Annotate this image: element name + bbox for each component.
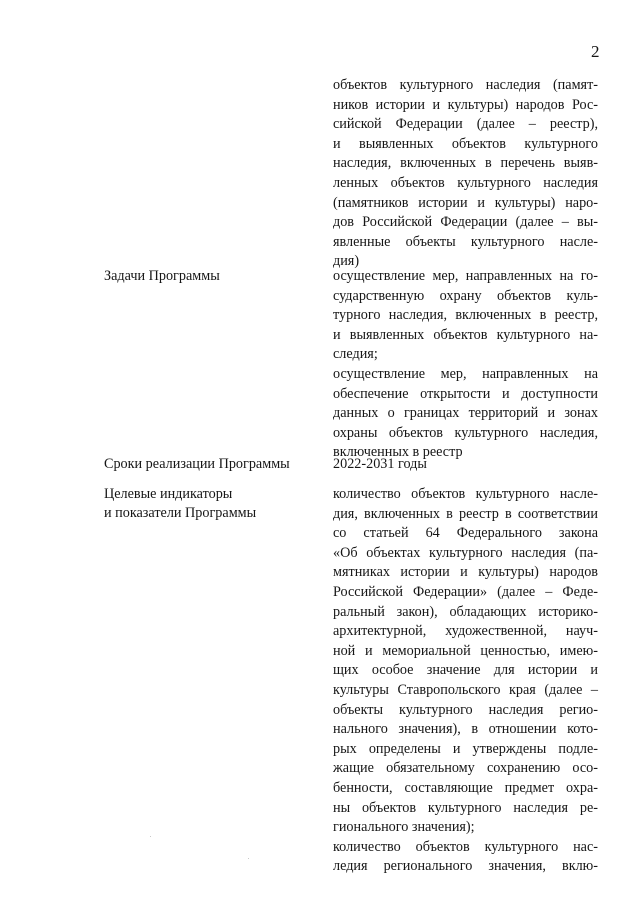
section-0-line: явленные объекты культурного насле- bbox=[333, 233, 598, 250]
section-0-line: объектов культурного наследия (памят- bbox=[333, 77, 598, 93]
section-0-content bbox=[333, 76, 598, 272]
section-1-line: сударственную охрану объектов куль- bbox=[333, 287, 598, 304]
section-1-line: осуществление мер, направленных на bbox=[333, 365, 598, 382]
section-1-line: осуществление мер, направленных на го- bbox=[333, 268, 598, 284]
label-line: Целевые индикаторы bbox=[104, 486, 233, 502]
section-0-line: (памятников истории и культуры) наро- bbox=[333, 194, 598, 211]
scan-speck bbox=[248, 858, 249, 859]
section-1-line: охраны объектов культурного наследия, bbox=[333, 424, 598, 441]
section-3-line: архитектурной, художественной, науч- bbox=[333, 623, 598, 640]
section-3-line: культуры Ставропольского края (далее – bbox=[333, 681, 598, 698]
section-3-line: ральный закон), обладающих историко- bbox=[333, 603, 598, 620]
section-1-line: и выявленных объектов культурного на- bbox=[333, 326, 598, 343]
section-3-line: со статьей 64 Федерального закона bbox=[333, 525, 598, 542]
section-1-label bbox=[104, 267, 304, 286]
label-line: Сроки реализации Программы bbox=[104, 456, 290, 472]
section-3-line: бенности, составляющие предмет охра- bbox=[333, 779, 598, 796]
section-3-content bbox=[333, 485, 598, 877]
section-3-line: объекты культурного наследия регио- bbox=[333, 701, 598, 718]
section-3-line: жащие обязательному сохранению осо- bbox=[333, 760, 598, 777]
section-2-label bbox=[104, 455, 304, 474]
section-0-line: дия) bbox=[333, 253, 360, 270]
section-1-line: данных о границах территорий и зонах bbox=[333, 405, 598, 422]
section-3-line: «Об объектах культурного наследия (па- bbox=[333, 544, 598, 561]
section-3-line: Российской Федерации» (далее – Феде- bbox=[333, 583, 598, 600]
section-3-line: ледия регионального значения, вклю- bbox=[333, 858, 598, 875]
section-1-content bbox=[333, 267, 598, 463]
label-line: Задачи Программы bbox=[104, 268, 220, 284]
section-2-content bbox=[333, 455, 598, 475]
section-3-line: мятниках истории и культуры) народов bbox=[333, 564, 598, 581]
section-3-line: ны объектов культурного наследия ре- bbox=[333, 799, 598, 816]
section-0-line: наследия, включенных в перечень выяв- bbox=[333, 155, 598, 172]
section-3-line: рых определены и утверждены подле- bbox=[333, 740, 598, 757]
label-line: и показатели Программы bbox=[104, 505, 257, 522]
section-3-line: гионального значения); bbox=[333, 819, 475, 836]
section-3-line: количество объектов культурного насле- bbox=[333, 486, 598, 502]
section-0-line: сийской Федерации (далее – реестр), bbox=[333, 116, 598, 133]
section-3-line: количество объектов культурного нас- bbox=[333, 838, 598, 855]
section-3-line: ной и мемориальной ценностью, имею- bbox=[333, 642, 598, 659]
section-0-line: и выявленных объектов культурного bbox=[333, 135, 598, 152]
scan-speck bbox=[150, 836, 151, 837]
section-3-line: нального значения), в отношении кото- bbox=[333, 721, 598, 738]
section-0-line: дов Российской Федерации (далее – вы- bbox=[333, 214, 598, 231]
section-1-line: турного наследия, включенных в реестр, bbox=[333, 307, 598, 324]
section-3-label bbox=[104, 485, 304, 524]
section-1-line: включенных в реестр bbox=[333, 444, 463, 461]
page-number: 2 bbox=[591, 42, 600, 61]
section-0-line: ленных объектов культурного наследия bbox=[333, 174, 598, 191]
section-1-line: следия; bbox=[333, 346, 378, 363]
section-3-line: щих особое значение для истории и bbox=[333, 662, 598, 679]
section-0-line: ников истории и культуры) народов Рос- bbox=[333, 96, 598, 113]
section-2-line: 2022-2031 годы bbox=[333, 456, 427, 472]
section-1-line: обеспечение открытости и доступности bbox=[333, 385, 598, 402]
section-3-line: дия, включенных в реестр в соответствии bbox=[333, 505, 598, 522]
